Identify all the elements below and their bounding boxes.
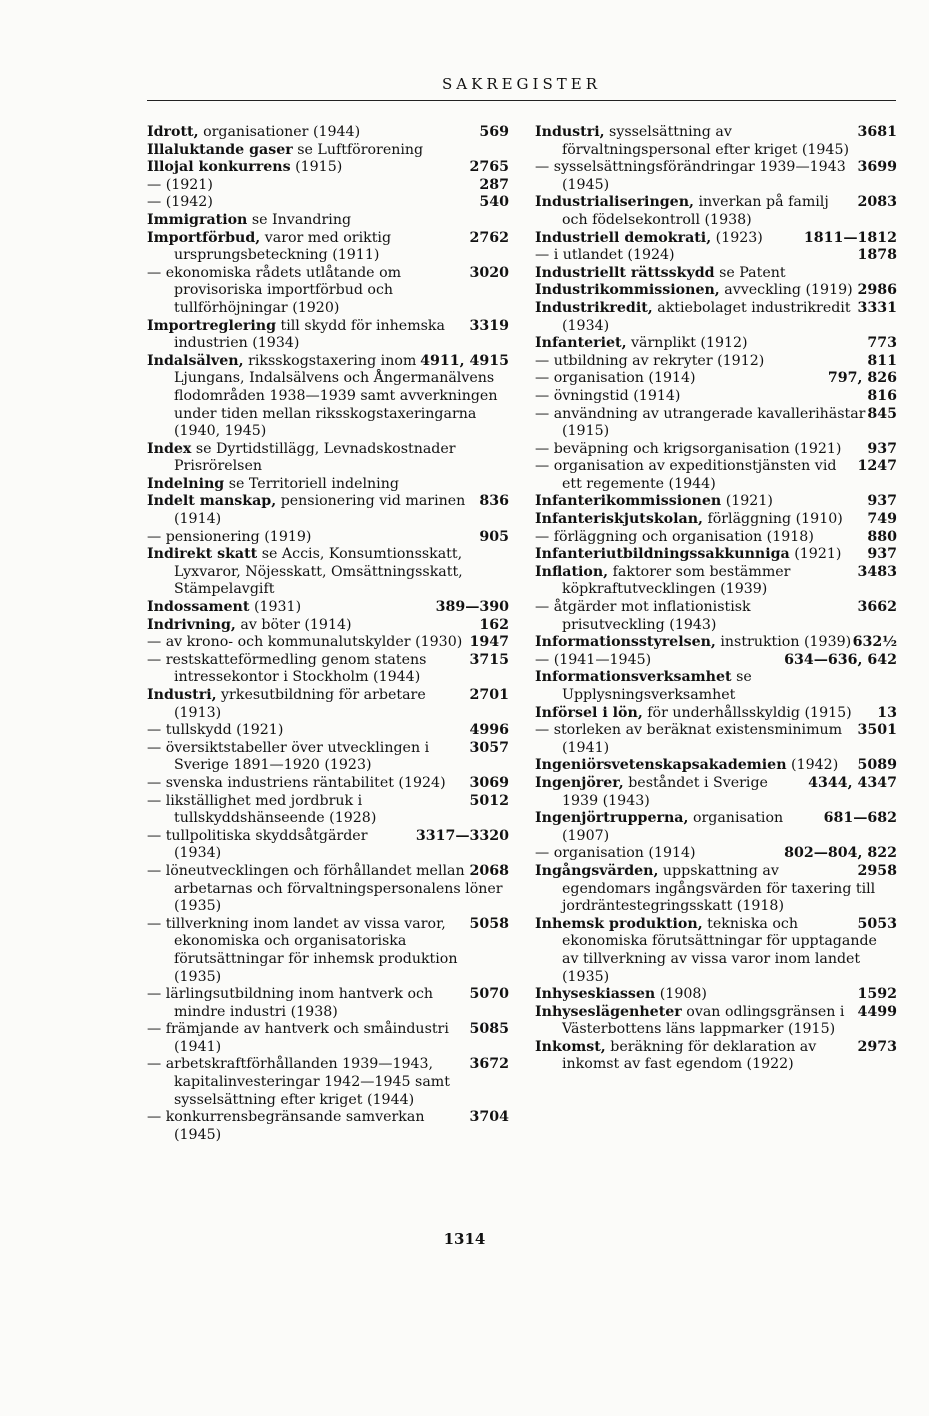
entry-page-ref: 3662 [857,599,897,616]
page-number: 1314 [443,1230,486,1248]
index-entry [535,335,897,353]
index-entry [147,353,509,441]
index-entry [535,194,897,229]
entry-page-ref: 811 [867,352,897,369]
entry-page-ref: 937 [867,546,897,563]
entry-page-ref: 937 [867,440,897,457]
index-entry [147,986,509,1021]
index-entry [535,247,897,265]
entry-text: — sysselsättningsförändringar 1939—1943 (1945) [535,159,846,193]
entry-page-ref: 13 [877,704,897,721]
index-entry [147,652,509,687]
entry-text: pensionering vid marinen (1914) [174,493,466,528]
entry-text: (1915) [295,159,343,176]
entry-page-ref: 3317—3320 [415,827,509,844]
index-entry [535,757,897,775]
entry-text: — åtgärder mot inflationistisk prisutveckling (1943) [535,599,751,633]
entry-text: — ekonomiska rådets utlåtande om provisoriska importförbud och tullförhöjningar (1920) [147,264,402,316]
index-entry [147,124,509,142]
index-entry [535,529,897,547]
index-entry [147,722,509,740]
index-entry [535,300,897,335]
entry-page-ref: 3331 [857,299,897,316]
index-entry [535,916,897,986]
entry-page-ref: 3057 [469,739,509,756]
entry-keyword: Importreglering [147,317,276,334]
entry-keyword: Ingångsvärden, [535,862,659,879]
entry-keyword: Industrialiseringen, [535,194,694,211]
entry-page-ref: 4996 [469,722,509,739]
entry-keyword: Indelt manskap, [147,493,277,510]
index-entry [535,564,897,599]
entry-keyword: Inhyseskiassen [535,986,656,1003]
entry-keyword: Industrikredit, [535,299,653,316]
entry-text: — övningstid (1914) [535,387,681,404]
entry-keyword: Ingeniörsvetenskapsakademien [535,757,787,774]
entry-text: (1923) [715,229,763,246]
index-entry [147,599,509,617]
entry-keyword: Inflation, [535,563,609,580]
entry-page-ref: 5012 [469,792,509,809]
entry-text: riksskogstaxering inom Ljungans, Indalsälvens och Ångermanälvens flodområden 1938—1939 samt avverkningen under tiden mellan riksskogstaxeringarna (1940, 1945) [174,352,498,440]
entry-page-ref: 3672 [469,1056,509,1073]
entry-text: — likställighet med jordbruk i tullskyddshänseende (1928) [147,792,377,827]
entry-keyword: Indirekt skatt [147,546,258,563]
entry-text: förläggning (1910) [707,511,843,528]
entry-page-ref: 681—682 [823,810,897,827]
entry-text: yrkesutbildning för arbetare (1913) [174,687,426,721]
index-entry [147,793,509,828]
index-entry [535,1039,897,1074]
entry-text: (1942) [791,757,839,774]
entry-keyword: Infanterikommissionen [535,493,722,510]
entry-page-ref: 287 [479,176,509,193]
entry-page-ref: 797, 826 [827,370,897,387]
entry-text: — användning av utrangerade kavallerihästar (1915) [535,405,866,440]
index-entry [535,441,897,459]
index-entry [535,353,897,371]
entry-page-ref: 2701 [469,687,509,703]
entry-text: avveckling (1919) [724,282,853,299]
index-entry [147,318,509,353]
entry-page-ref: 749 [867,511,897,528]
entry-text: värnplikt (1912) [631,335,748,352]
index-entry [535,845,897,863]
index-entry [535,722,897,757]
entry-text: — pensionering (1919) [147,528,312,545]
entry-page-ref: 880 [867,528,897,545]
entry-text: — lärlingsutbildning inom hantverk och mindre industri (1938) [147,986,434,1020]
index-entry [147,493,509,528]
entry-page-ref: 1592 [857,986,897,1003]
entry-page-ref: 3704 [469,1109,509,1126]
entry-keyword: Industriellt rättsskydd [535,264,715,281]
entry-page-ref: 2986 [857,282,897,299]
index-entry [535,652,897,670]
entry-keyword: Infanteriskjutskolan, [535,511,703,528]
entry-text: av böter (1914) [240,616,352,633]
entry-text: — förläggning och organisation (1918) [535,528,814,545]
index-entry [535,599,897,634]
entry-text: — löneutvecklingen och förhållandet mellan arbetarnas och förvaltningspersonalens löner (1935) [147,862,503,915]
entry-text: tekniska och ekonomiska förutsättningar för upptagande av tillverkning av vissa varor inom landet (1935) [562,915,877,985]
entry-page-ref: 5058 [469,915,509,932]
entry-text: — utbildning av rekryter (1912) [535,352,765,369]
index-entry [535,282,897,300]
entry-page-ref: 1811—1812 [803,229,897,246]
entry-keyword: Indalsälven, [147,352,244,369]
entry-text: — beväpning och krigsorganisation (1921) [535,440,842,457]
entry-page-ref: 540 [479,194,509,211]
entry-text: se Luftförorening [297,141,424,158]
entry-page-ref: 2765 [469,159,509,176]
entry-keyword: Index [147,440,192,457]
entry-text: — organisation (1914) [535,370,696,387]
entry-keyword: Industriell demokrati, [535,229,712,246]
index-entry [147,177,509,195]
entry-text: (1908) [659,986,707,1003]
index-entry [147,775,509,793]
entry-keyword: Indossament [147,599,250,616]
index-entry [147,828,509,863]
index-entry [535,406,897,441]
entry-page-ref: 5053 [857,915,897,932]
entry-keyword: Inhemsk produktion, [535,915,703,932]
index-entry [535,546,897,564]
index-column-left [147,124,509,1144]
index-entry [147,617,509,635]
entry-page-ref: 389—390 [435,599,509,616]
index-entry [147,476,509,494]
entry-page-ref: 1247 [857,458,897,475]
index-entry [535,810,897,845]
index-entry [535,863,897,916]
entry-text: för underhållsskyldig (1915) [647,704,852,721]
entry-keyword: Industri, [147,687,217,703]
entry-page-ref: 632½ [852,634,897,651]
index-entry [535,775,897,810]
header-rule [147,100,896,101]
entry-text: beståndet i Sverige 1939 (1943) [562,774,768,809]
entry-text: (1921) [794,546,842,563]
entry-keyword: Idrott, [147,124,199,140]
entry-text: — svenska industriens räntabilitet (1924) [147,774,446,791]
index-entry [535,230,897,248]
entry-text: — främjande av hantverk och småindustri (1941) [147,1021,449,1055]
entry-text: — (1941—1945) [535,651,652,668]
entry-text: — organisation (1914) [535,845,696,862]
entry-text: — översiktstabeller över utvecklingen i Sverige 1891—1920 (1923) [147,739,430,774]
index-entry [535,370,897,388]
index-entry [535,634,897,652]
entry-page-ref: 3501 [857,722,897,739]
entry-page-ref: 1947 [469,634,509,651]
entry-text: faktorer som bestämmer köpkraftutvecklingen (1939) [562,563,791,598]
index-entry [535,986,897,1004]
entry-page-ref: 1878 [857,247,897,264]
entry-page-ref: 3020 [469,264,509,281]
entry-keyword: Inkomst, [535,1038,606,1055]
entry-keyword: Inhyseslägenheter [535,1003,682,1020]
entry-text: — tillverkning inom landet av vissa varor, ekonomiska och organisatoriska förutsättningar för inhemsk produktion (1935) [147,915,458,985]
entry-page-ref: 5089 [857,757,897,774]
entry-page-ref: 773 [867,335,897,352]
running-header: SAKREGISTER [442,75,601,93]
entry-keyword: Illojal konkurrens [147,159,291,176]
index-entry [147,916,509,986]
index-entry [147,546,509,599]
entry-page-ref: 634—636, 642 [784,651,897,668]
index-entry [535,511,897,529]
entry-page-ref: 2958 [857,862,897,879]
entry-text: — konkurrensbegränsande samverkan (1945) [147,1109,425,1143]
index-entry [535,1004,897,1039]
entry-page-ref: 569 [479,124,509,140]
entry-text: — tullskydd (1921) [147,722,284,739]
entry-text: — (1942) [147,194,213,211]
entry-keyword: Immigration [147,211,248,228]
entry-text: ovan odlingsgränsen i Västerbottens läns lappmarker (1915) [562,1003,845,1038]
entry-page-ref: 836 [479,493,509,510]
index-entry [147,1109,509,1144]
index-entry [147,529,509,547]
index-entry [535,493,897,511]
entry-page-ref: 5085 [469,1021,509,1038]
entry-text: (1921) [725,493,773,510]
entry-text: — restskatteförmedling genom statens intressekontor i Stockholm (1944) [147,651,427,686]
index-entry [147,230,509,265]
index-entry [535,458,897,493]
entry-text: se Invandring [251,211,352,228]
entry-keyword: Informationsstyrelsen, [535,634,716,651]
entry-keyword: Införsel i lön, [535,704,643,721]
index-entry [147,863,509,916]
index-entry [147,740,509,775]
entry-text: beräkning för deklaration av inkomst av fast egendom (1922) [562,1038,817,1073]
entry-text: — storleken av beräknat existensminimum (1941) [535,722,843,756]
entry-text: inverkan på familj och födelsekontroll (1938) [562,194,829,228]
index-column-right [535,124,897,1074]
index-entry [535,124,897,159]
entry-keyword: Industrikommissionen, [535,282,720,299]
entry-text: se Patent [719,264,786,281]
entry-text: — arbetskraftförhållanden 1939—1943, kapitalinvesteringar 1942—1945 samt sysselsättning efter kriget (1944) [147,1056,450,1108]
entry-page-ref: 905 [479,528,509,545]
entry-text: — tullpolitiska skyddsåtgärder (1934) [147,827,368,862]
entry-page-ref: 3699 [857,159,897,176]
entry-text: — av krono- och kommunalutskylder (1930) [147,634,463,651]
entry-text: instruktion (1939) [720,634,852,651]
entry-page-ref: 2068 [469,862,509,879]
entry-page-ref: 2973 [857,1038,897,1055]
index-entry [535,705,897,723]
index-entry [147,634,509,652]
index-entry [535,669,897,704]
entry-page-ref: 3069 [469,774,509,791]
entry-keyword: Importförbud, [147,229,261,246]
index-entry [147,1021,509,1056]
entry-text: sysselsättning av förvaltningspersonal efter kriget (1945) [562,124,850,158]
entry-page-ref: 802—804, 822 [784,845,897,862]
entry-keyword: Infanteriutbildningssakkunniga [535,546,790,563]
entry-keyword: Indrivning, [147,616,236,633]
index-entry [535,388,897,406]
entry-page-ref: 5070 [469,986,509,1003]
entry-text: se Dyrtidstillägg, Levnadskostnader Prisrörelsen [174,440,456,475]
entry-keyword: Indelning [147,475,225,492]
entry-text: se Upplysningsverksamhet [562,669,752,703]
index-entry [535,159,897,194]
entry-text: uppskattning av egendomars ingångsvärden för taxering till jordräntestegringsskatt (1918) [562,862,876,915]
entry-keyword: Ingenjörtrupperna, [535,810,689,827]
entry-page-ref: 3715 [469,651,509,668]
entry-page-ref: 162 [479,616,509,633]
index-entry [147,159,509,177]
entry-keyword: Industri, [535,124,605,140]
entry-page-ref: 845 [867,405,897,422]
entry-page-ref: 4344, 4347 [808,774,897,791]
entry-text: till skydd för inhemska industrien (1934) [174,317,445,352]
entry-text: varor med oriktig ursprungsbeteckning (1911) [174,229,392,264]
entry-text: (1931) [253,599,302,616]
index-entry [535,265,897,283]
entry-text: — i utlandet (1924) [535,247,675,264]
index-entry [147,212,509,230]
index-entry [147,687,509,722]
entry-keyword: Informationsverksamhet [535,669,732,686]
entry-page-ref: 816 [867,387,897,404]
index-entry [147,1056,509,1109]
index-entry [147,265,509,318]
entry-page-ref: 3483 [857,563,897,580]
entry-text: — organisation av expeditionstjänsten vid ett regemente (1944) [535,458,837,492]
entry-text: organisation (1907) [562,810,784,844]
index-entry [147,194,509,212]
entry-keyword: Infanteriet, [535,335,627,352]
index-entry [147,441,509,476]
entry-text: se Accis, Konsumtionsskatt, Lyxvaror, Nöjesskatt, Omsättningsskatt, Stämpelavgift [174,546,463,598]
entry-keyword: Ingenjörer, [535,774,624,791]
entry-text: — (1921) [147,176,213,193]
entry-page-ref: 4499 [857,1003,897,1020]
entry-page-ref: 937 [867,493,897,510]
entry-text: aktiebolaget industrikredit (1934) [562,299,851,334]
entry-text: organisationer (1944) [203,124,361,140]
entry-page-ref: 2083 [857,194,897,211]
entry-page-ref: 2762 [469,229,509,246]
index-entry [147,142,509,160]
entry-page-ref: 3319 [469,317,509,334]
entry-text: se Territoriell indelning [228,475,399,492]
entry-page-ref: 3681 [857,124,897,140]
entry-page-ref: 4911, 4915 [420,352,509,369]
entry-keyword: Illaluktande gaser [147,141,293,158]
